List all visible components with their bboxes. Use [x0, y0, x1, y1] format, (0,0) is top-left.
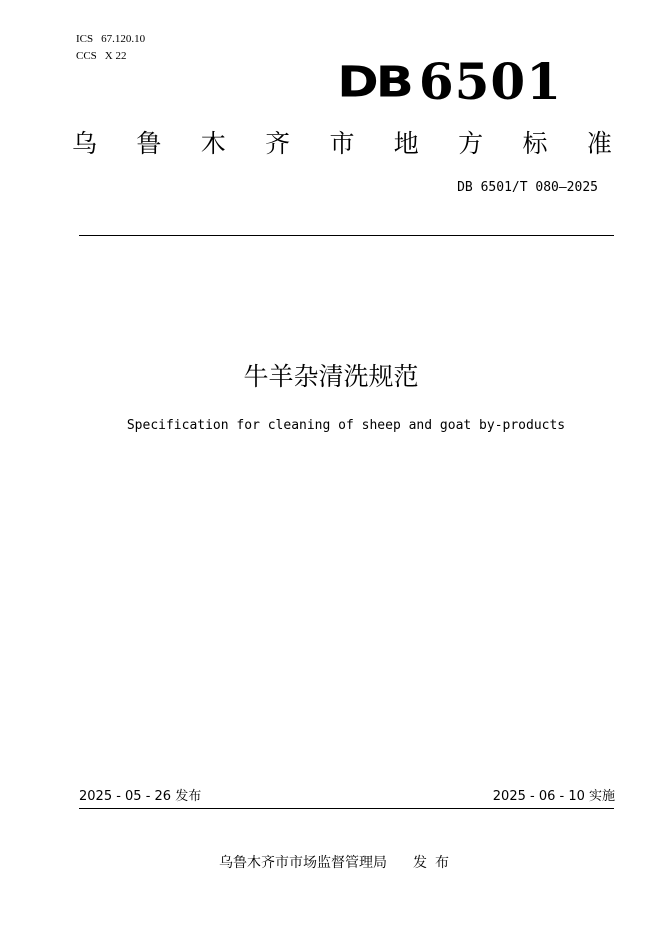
standard-title-char: 地: [393, 129, 419, 158]
top-divider: [79, 235, 614, 236]
standard-title-char: 市: [329, 129, 355, 158]
document-subtitle: Specification for cleaning of sheep and goat by-products: [126, 418, 566, 433]
standard-number: DB 6501/T 080—2025: [457, 180, 598, 195]
standard-title-char: 方: [458, 129, 484, 158]
publisher-name: 乌鲁木齐市市场监督管理局: [219, 855, 387, 871]
standard-title-char: 木: [200, 129, 226, 158]
ics-code: 67.120.10: [101, 33, 146, 45]
publisher-action: 发布: [413, 855, 457, 871]
standard-title-char: 标: [522, 129, 548, 158]
ics-classification: [76, 32, 145, 46]
standard-title-char: 乌: [72, 129, 98, 158]
ccs-classification: [76, 49, 127, 63]
ics-label: ICS: [76, 33, 94, 45]
implementation-date: 2025 - 06 - 10 实施: [492, 789, 615, 804]
db-logo-number: 6501: [418, 52, 562, 111]
db-logo: [337, 52, 562, 112]
standard-type-title: [72, 128, 612, 160]
standard-title-char: 齐: [265, 129, 291, 158]
ccs-code: X 22: [104, 50, 127, 62]
publisher-line: [0, 854, 662, 872]
issue-date: 2025 - 05 - 26 发布: [79, 789, 202, 804]
standard-title-char: 鲁: [136, 129, 162, 158]
document-title: 牛羊杂清洗规范: [243, 362, 419, 391]
ccs-label: CCS: [76, 50, 97, 62]
standard-title-char: 准: [586, 129, 612, 158]
bottom-divider: [79, 808, 614, 809]
db-logo-letters: DB: [337, 57, 411, 107]
